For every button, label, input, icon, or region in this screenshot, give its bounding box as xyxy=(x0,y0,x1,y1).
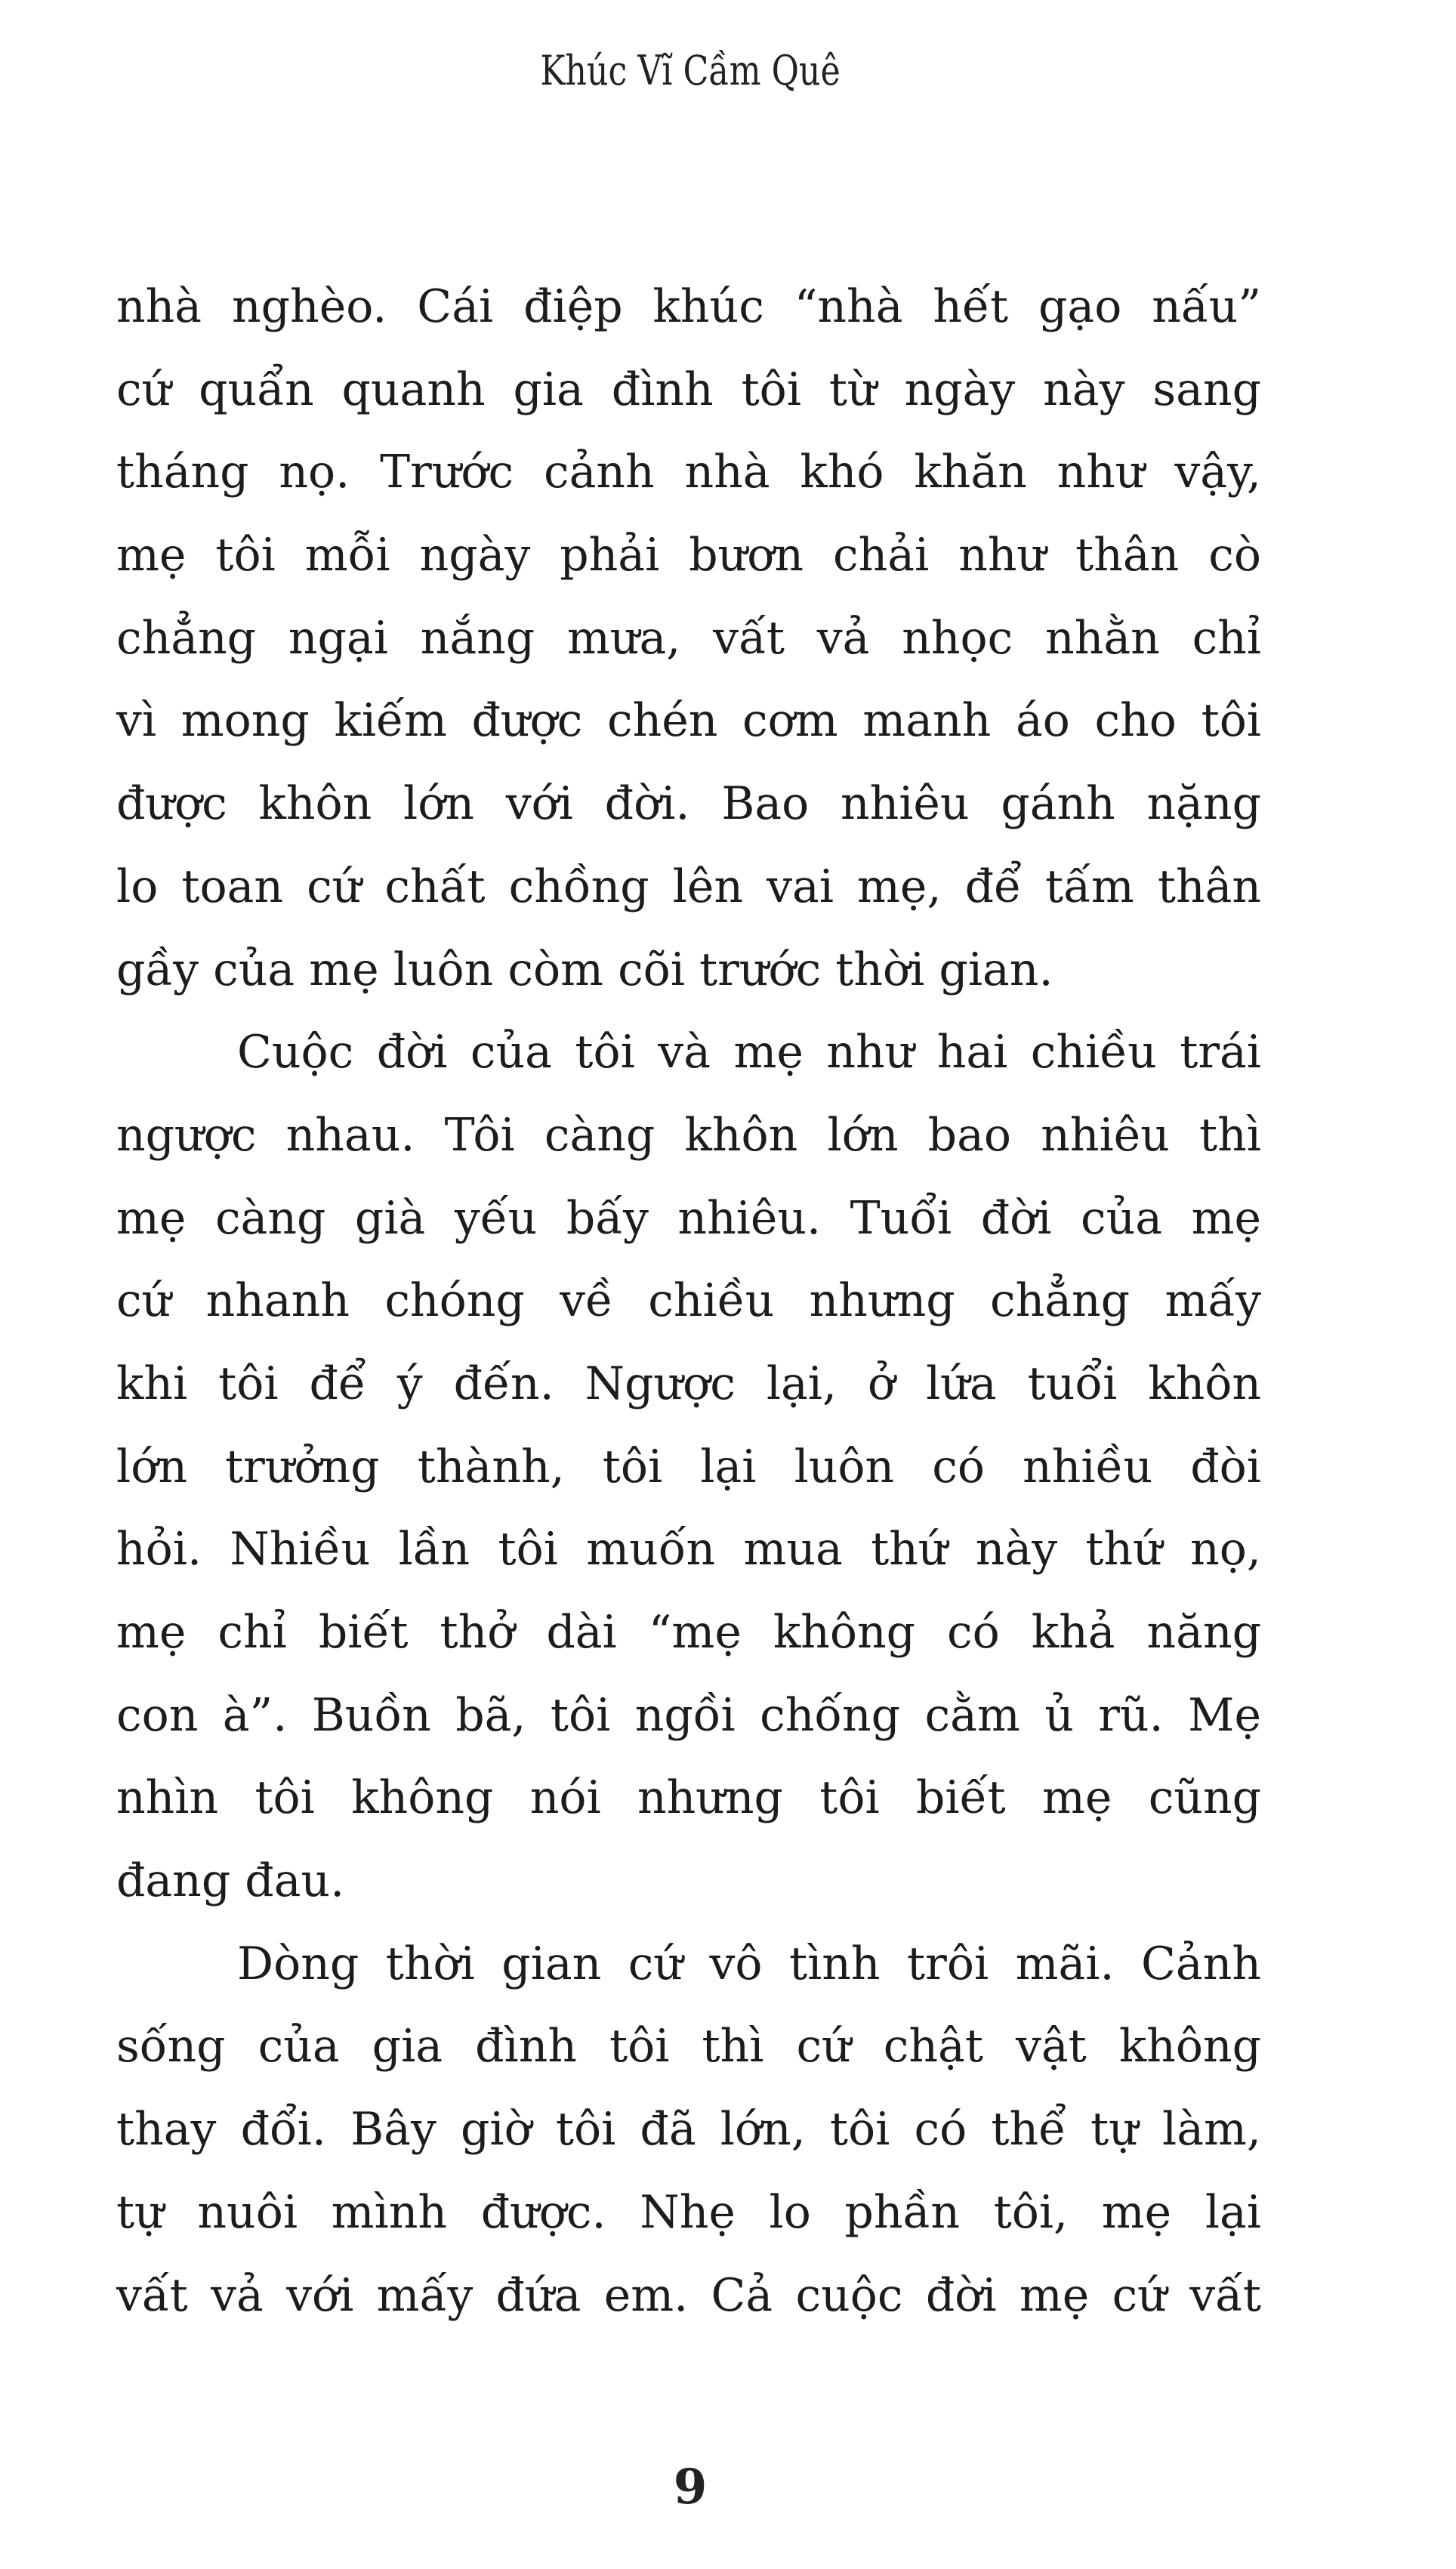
text-line: con à”. Buồn bã, tôi ngồi chống cằm ủ rũ. Mẹ xyxy=(116,1688,1261,1742)
text-line: ngược nhau. Tôi càng khôn lớn bao nhiêu thì xyxy=(116,1108,1261,1162)
text-line: đang đau. xyxy=(116,1854,345,1908)
text-line: hỏi. Nhiều lần tôi muốn mua thứ này thứ nọ, xyxy=(116,1523,1261,1576)
text-line: mẹ càng già yếu bấy nhiêu. Tuổi đời của mẹ xyxy=(116,1191,1261,1245)
text-line: mẹ chỉ biết thở dài “mẹ không có khả năng xyxy=(116,1606,1261,1659)
text-line: nhà nghèo. Cái điệp khúc “nhà hết gạo nấu” xyxy=(116,280,1261,333)
text-line: chẳng ngại nắng mưa, vất vả nhọc nhằn chỉ xyxy=(116,611,1261,665)
text-line: lo toan cứ chất chồng lên vai mẹ, để tấm thân xyxy=(116,860,1261,913)
body-text xyxy=(116,266,1261,2337)
text-line: vất vả với mấy đứa em. Cả cuộc đời mẹ cứ vất xyxy=(116,2268,1261,2322)
text-line: vì mong kiếm được chén cơm manh áo cho tôi xyxy=(116,694,1261,748)
text-line: cứ quẩn quanh gia đình tôi từ ngày này sang xyxy=(116,363,1261,416)
text-line: cứ nhanh chóng về chiều nhưng chẳng mấy xyxy=(116,1274,1261,1328)
text-line: Dòng thời gian cứ vô tình trôi mãi. Cảnh xyxy=(237,1937,1261,1990)
text-line: mẹ tôi mỗi ngày phải bươn chải như thân cò xyxy=(116,529,1261,582)
text-line: thay đổi. Bây giờ tôi đã lớn, tôi có thể tự làm, xyxy=(116,2103,1261,2157)
text-line: nhìn tôi không nói nhưng tôi biết mẹ cũng xyxy=(116,1771,1261,1825)
text-line: được khôn lớn với đời. Bao nhiêu gánh nặng xyxy=(116,777,1261,831)
text-line: lớn trưởng thành, tôi lại luôn có nhiều đòi xyxy=(116,1440,1261,1493)
text-line: khi tôi để ý đến. Ngược lại, ở lứa tuổi khôn xyxy=(116,1357,1261,1410)
text-line: sống của gia đình tôi thì cứ chật vật không xyxy=(116,2020,1261,2073)
running-header-title: Khúc Vĩ Cầm Quê xyxy=(540,47,841,94)
text-line: tự nuôi mình được. Nhẹ lo phần tôi, mẹ lại xyxy=(116,2185,1261,2239)
text-line: gầy của mẹ luôn còm cõi trước thời gian. xyxy=(116,943,1053,996)
page-number: 9 xyxy=(673,2459,708,2515)
paragraph xyxy=(116,266,1261,1011)
text-line: tháng nọ. Trước cảnh nhà khó khăn như vậy, xyxy=(116,446,1261,499)
paragraph xyxy=(116,1011,1261,1923)
text-line: Cuộc đời của tôi và mẹ như hai chiều trái xyxy=(237,1026,1261,1079)
paragraph xyxy=(116,1923,1261,2337)
